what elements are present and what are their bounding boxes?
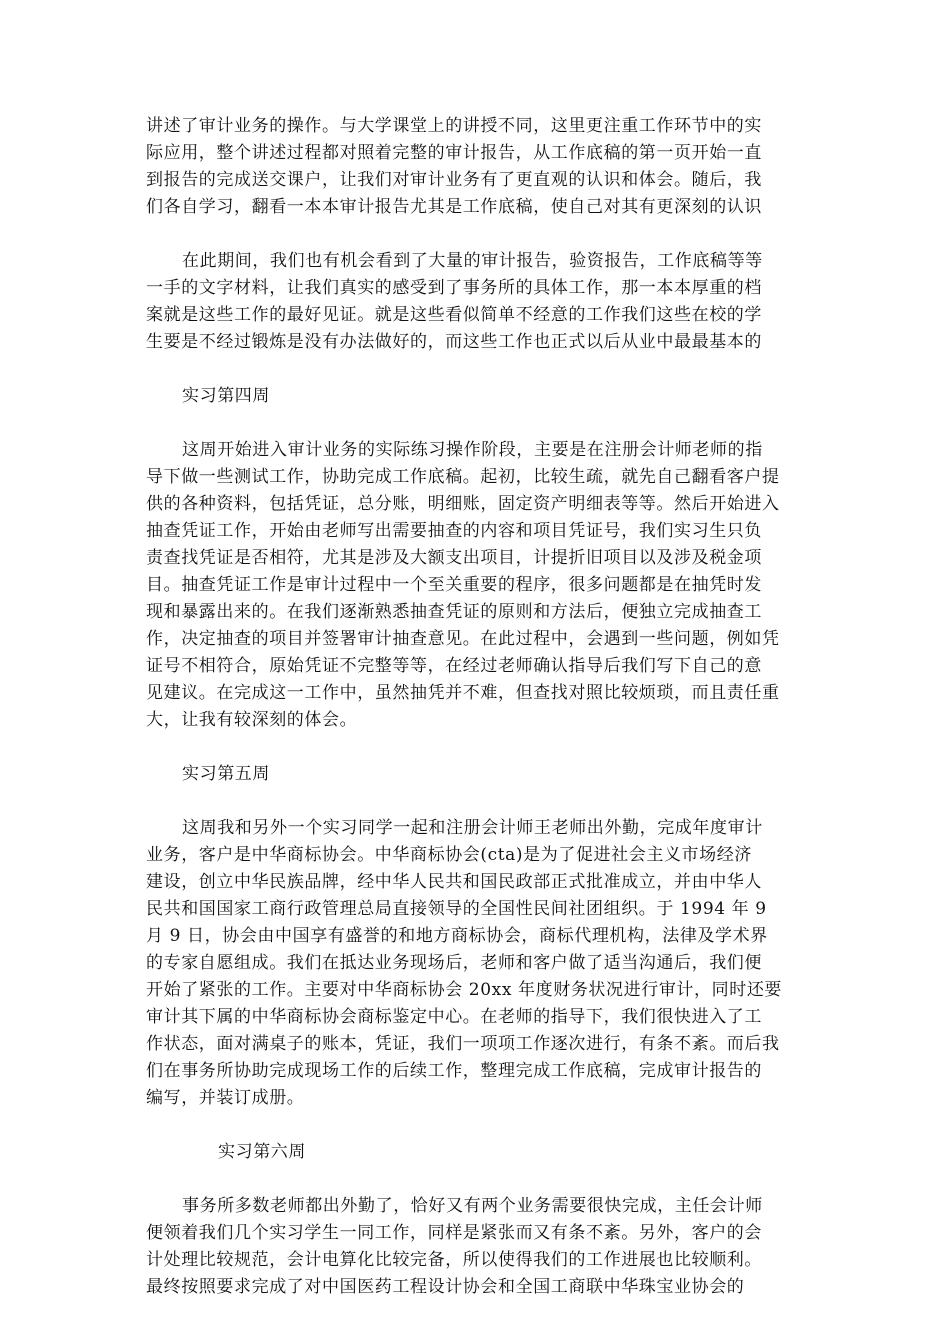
paragraph-5 [146, 1193, 812, 1301]
paragraph-spacer [146, 1112, 812, 1139]
section-heading-week5: 实习第五周 [182, 764, 270, 784]
document-body [146, 113, 812, 1301]
paragraph-line: 抽查凭证工作，开始由老师写出需要抽查的内容和项目凭证号，我们实习生只负 [146, 521, 762, 541]
paragraph-spacer [146, 788, 812, 815]
paragraph-line: 建设，创立中华民族品牌，经中华人民共和国民政部正式批准成立，并由中华人 [146, 872, 762, 892]
paragraph-line: 这周我和另外一个实习同学一起和注册会计师王老师出外勤，完成年度审计 [182, 818, 763, 838]
paragraph-line: 证号不相符合，原始凭证不完整等等，在经过老师确认指导后我们写下自己的意 [146, 656, 762, 676]
paragraph-line: 开始了紧张的工作。主要对中华商标协会 20xx 年度财务状况进行审计，同时还要 [146, 980, 783, 1000]
paragraph-line: 审计其下属的中华商标协会商标鉴定中心。在老师的指导下，我们很快进入了工 [146, 1007, 762, 1027]
paragraph-1 [146, 113, 812, 221]
paragraph-line: 这周开始进入审计业务的实际练习操作阶段，主要是在注册会计师老师的指 [182, 440, 763, 460]
section-heading-week4: 实习第四周 [182, 386, 270, 406]
paragraph-line: 们各自学习，翻看一本本审计报告尤其是工作底稿，使自己对其有更深刻的认识 [146, 197, 762, 217]
paragraph-spacer [146, 410, 812, 437]
paragraph-spacer [146, 356, 812, 383]
paragraph-line: 一手的文字材料，让我们真实的感受到了事务所的具体工作，那一本本厚重的档 [146, 278, 762, 298]
paragraph-line: 便领着我们几个实习学生一同工作，同样是紧张而又有条不紊。另外，客户的会 [146, 1223, 762, 1243]
paragraph-spacer [146, 221, 812, 248]
paragraph-line: 们在事务所协助完成现场工作的后续工作，整理完成工作底稿，完成审计报告的 [146, 1061, 762, 1081]
paragraph-spacer [146, 1166, 812, 1193]
paragraph-line: 现和暴露出来的。在我们逐渐熟悉抽查凭证的原则和方法后，便独立完成抽查工 [146, 602, 762, 622]
paragraph-4 [146, 815, 812, 1112]
paragraph-line: 计处理比较规范，会计电算化比较完备，所以使得我们的工作进展也比较顺利。 [146, 1250, 762, 1270]
paragraph-line: 最终按照要求完成了对中国医药工程设计协会和全国工商联中华珠宝业协会的 [146, 1277, 745, 1297]
paragraph-line: 作状态，面对满桌子的账本，凭证，我们一项项工作逐次进行，有条不紊。而后我 [146, 1034, 780, 1054]
paragraph-line: 讲述了审计业务的操作。与大学课堂上的讲授不同，这里更注重工作环节中的实 [146, 116, 762, 136]
paragraph-line: 供的各种资料，包括凭证，总分账，明细账，固定资产明细表等等。然后开始进入 [146, 494, 780, 514]
paragraph-3 [146, 437, 812, 734]
paragraph-line: 责查找凭证是否相符，尤其是涉及大额支出项目，计提折旧项目以及涉及税金项 [146, 548, 762, 568]
paragraph-line: 事务所多数老师都出外勤了，恰好又有两个业务需要很快完成，主任会计师 [182, 1196, 763, 1216]
section-heading-week6: 实习第六周 [218, 1142, 306, 1162]
paragraph-line: 案就是这些工作的最好见证。就是这些看似简单不经意的工作我们这些在校的学 [146, 305, 762, 325]
paragraph-line: 目。抽查凭证工作是审计过程中一个至关重要的程序，很多问题都是在抽凭时发 [146, 575, 762, 595]
paragraph-line: 的专家自愿组成。我们在抵达业务现场后，老师和客户做了适当沟通后，我们便 [146, 953, 762, 973]
paragraph-line: 编写，并装订成册。 [146, 1088, 305, 1108]
paragraph-line: 月 9 日，协会由中国享有盛誉的和地方商标协会，商标代理机构，法律及学术界 [146, 926, 768, 946]
paragraph-line: 民共和国国家工商行政管理总局直接领导的全国性民间社团组织。于 1994 年 9 [146, 899, 767, 919]
paragraph-line: 导下做一些测试工作，协助完成工作底稿。起初，比较生疏，就先自己翻看客户提 [146, 467, 780, 487]
paragraph-line: 在此期间，我们也有机会看到了大量的审计报告，验资报告，工作底稿等等 [182, 251, 763, 271]
paragraph-spacer [146, 734, 812, 761]
paragraph-line: 业务，客户是中华商标协会。中华商标协会(cta)是为了促进社会主义市场经济 [146, 845, 752, 865]
paragraph-line: 作，决定抽查的项目并签署审计抽查意见。在此过程中，会遇到一些问题，例如凭 [146, 629, 780, 649]
paragraph-line: 际应用，整个讲述过程都对照着完整的审计报告，从工作底稿的第一页开始一直 [146, 143, 762, 163]
paragraph-line: 生要是不经过锻炼是没有办法做好的，而这些工作也正式以后从业中最最基本的 [146, 332, 762, 352]
paragraph-2 [146, 248, 812, 356]
paragraph-line: 到报告的完成送交课户，让我们对审计业务有了更直观的认识和体会。随后，我 [146, 170, 762, 190]
paragraph-line: 见建议。在完成这一工作中，虽然抽凭并不难，但查找对照比较烦琐，而且责任重 [146, 683, 780, 703]
paragraph-line: 大，让我有较深刻的体会。 [146, 710, 358, 730]
